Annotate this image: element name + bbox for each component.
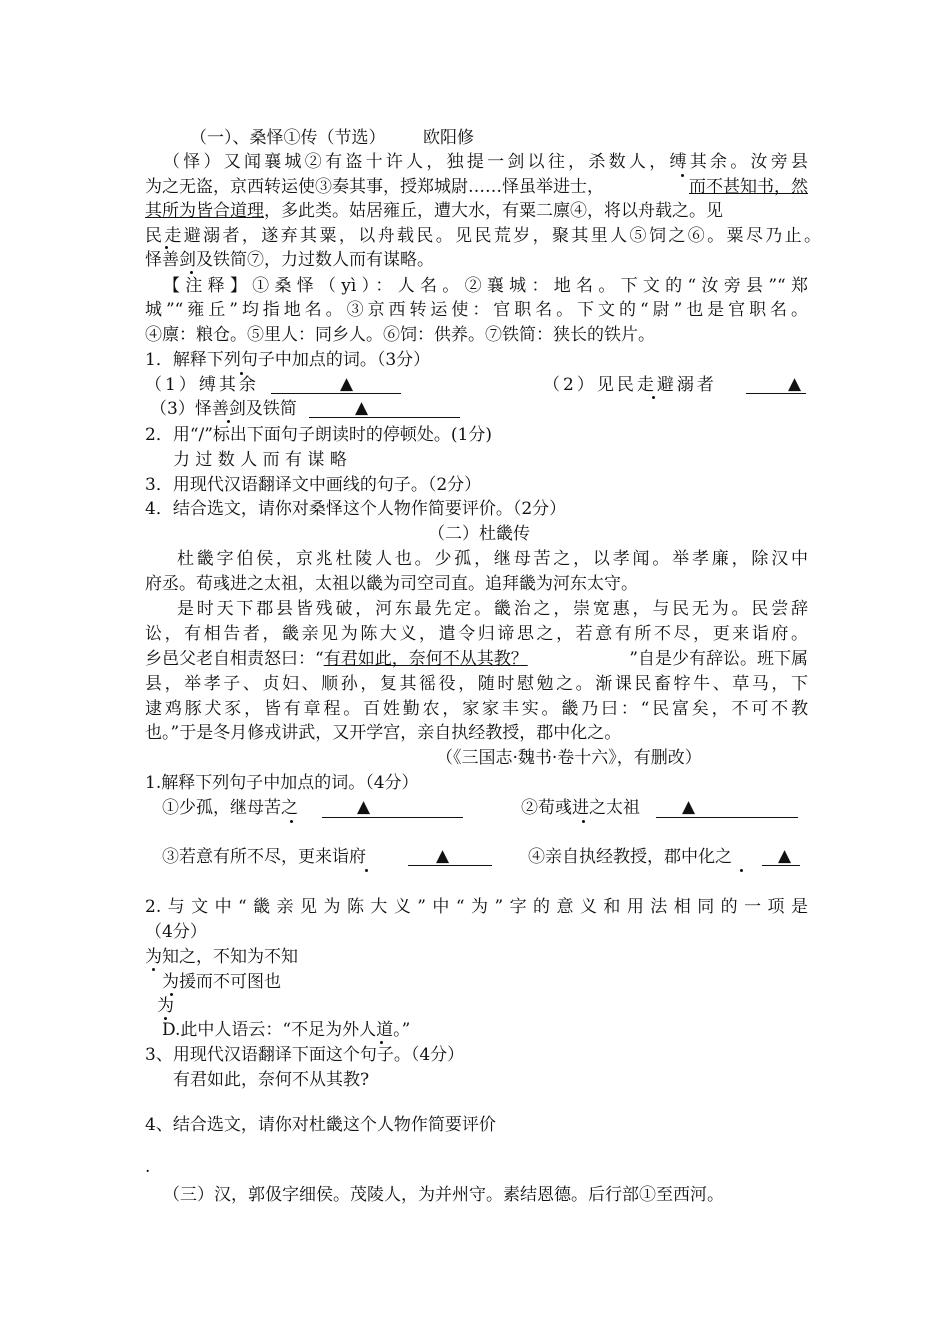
passage-line: 县，举孝子、贞妇、顺孙，复其徭役，随时慰勉之。渐课民畜牸牛、草马，下	[145, 674, 808, 694]
option-d: D.此中人语云：“不足为外人道。”	[162, 1020, 411, 1040]
sub-question: （2）见民走避溺者	[543, 375, 717, 395]
emphasis-dot	[164, 1017, 167, 1020]
passage-line: 怿善剑及铁简⑦，力过数人而有谋略。	[145, 250, 434, 270]
sub-question: ②荀彧进之太祖	[521, 798, 640, 818]
sub-question: ①少孤，继母苦之	[162, 798, 298, 818]
translate-sentence: 有君如此，奈何不从其教?	[173, 1070, 370, 1090]
underlined-sentence: 其所为皆合道理	[145, 201, 264, 221]
stray-dot: .	[145, 1157, 151, 1177]
emphasis-dot	[740, 869, 743, 872]
question: 2．用“/”标出下面句子朗读时的停顿处。(1分)	[145, 425, 493, 445]
answer-blank[interactable]	[408, 865, 492, 866]
answer-marker: ▲	[778, 846, 792, 866]
emphasis-dot	[190, 271, 193, 274]
question: 4．结合选文，请你对桑怿这个人物作简要评价。（2分）	[145, 499, 567, 519]
option-a: 为知之，不知为不知	[145, 947, 298, 967]
question: 3、用现代汉语翻译下面这个句子。（4分）	[145, 1045, 465, 1065]
sub-question: ③若意有所不尽，更来诣府	[162, 847, 366, 867]
sub-question: ④亲自执经教授，郡中化之	[528, 847, 732, 867]
question: 1.解释下列句子中加点的词。（4分）	[145, 773, 419, 793]
emphasis-dot	[681, 174, 684, 177]
passage-line: 讼，有相告者，畿亲见为陈大义，遣令归谛思之，若意有所不尽，更来诣府。	[145, 624, 808, 644]
annotation-line: 【注释】①桑怿（yì）：人名。②襄城：地名。下文的“汝旁县”“郑	[163, 276, 808, 296]
emphasis-dot	[365, 869, 368, 872]
underlined-sentence: 有君如此，奈何不从其教？	[323, 649, 528, 669]
question: 2.与文中“畿亲见为陈大义”中“为”字的意义和用法相同的一项是	[145, 897, 808, 917]
question-points: （4分）	[145, 922, 207, 942]
section-title: （二）杜畿传	[428, 524, 530, 544]
answer-blank[interactable]	[656, 817, 798, 818]
author: 欧阳修	[423, 128, 474, 148]
passage-line: 是时天下郡县皆残破，河东最先定。畿治之，崇宽惠，与民无为。民尝辞	[177, 599, 808, 619]
answer-marker: ▲	[682, 797, 696, 817]
answer-marker: ▲	[340, 374, 354, 394]
emphasis-dot	[165, 246, 168, 249]
passage-line: 逮鸡豚犬豕，皆有章程。百姓勤农，家家丰实。畿乃曰：“民富矣，不可不教	[145, 699, 808, 719]
option-c: 为	[157, 996, 174, 1016]
question: 1．解释下列句子中加点的词。（3分）	[145, 350, 431, 370]
emphasis-dot	[170, 993, 173, 996]
emphasis-dot	[582, 820, 585, 823]
passage-line: 也。”于是冬月修戎讲武，又开学宫，亲自执经教授，郡中化之。	[145, 723, 622, 743]
passage-line: （怿）又闻襄城②有盗十许人，独提一剑以往，杀数人，缚其余。汝旁县	[163, 152, 808, 172]
emphasis-dot	[240, 372, 243, 375]
sub-question: （3）怿善剑及铁简	[150, 399, 297, 419]
answer-marker: ▲	[355, 398, 369, 418]
answer-marker: ▲	[436, 846, 450, 866]
annotation-line: ④廪：粮仓。⑤里人：同乡人。⑥饲：供养。⑦铁简：狭长的铁片。	[145, 325, 655, 345]
passage-line: 府丞。荀彧进之太祖，太祖以畿为司空司直。追拜畿为河东太守。	[145, 574, 638, 594]
underlined-sentence: 而不甚知书，然	[689, 177, 808, 197]
answer-blank[interactable]	[309, 417, 460, 418]
section-title: （一）、桑怿①传（节选）	[190, 128, 386, 148]
annotation-line: 城”“雍丘”均指地名。③京西转运使：官职名。下文的“尉”也是官职名。	[145, 300, 808, 320]
sub-question: （1）缚其余	[145, 375, 259, 395]
question: 4、结合选文，请你对杜畿这个人物作简要评价	[145, 1115, 496, 1135]
pause-sentence: 力 过 数 人 而 有 谋 略	[173, 450, 347, 470]
answer-blank[interactable]	[271, 393, 401, 394]
passage-line: 其所为皆合道理，多此类。姑居雍丘，遭大水，有粟二廪④，将以舟载之。见	[145, 201, 723, 221]
answer-marker: ▲	[788, 374, 802, 394]
answer-blank[interactable]	[322, 817, 463, 818]
emphasis-dot	[652, 396, 655, 399]
source-citation: （《三国志·魏书·卷十六》，有删改）	[436, 748, 702, 768]
option-b: 为援而不可图也	[162, 972, 281, 992]
passage-line: 杜畿字伯侯，京兆杜陵人也。少孤，继母苦之，以孝闻。举孝廉，除汉中	[177, 549, 808, 569]
emphasis-dot	[290, 820, 293, 823]
emphasis-dot	[227, 420, 230, 423]
emphasis-dot	[152, 968, 155, 971]
passage-line: 乡邑父老自相责怒曰：“ 有君如此，奈何不从其教？ ”自是少有辞讼。班下属	[145, 649, 808, 669]
answer-marker: ▲	[357, 797, 371, 817]
passage-line: （三）汉，郭伋字细侯。茂陵人，为并州守。素结恩德。后行部①至西河。	[163, 1185, 724, 1205]
passage-line: 为之无盗，京西转运使③奏其事，授郑城尉……怿虽举进士， 而不甚知书，然	[145, 177, 808, 197]
question: 3．用现代汉语翻译文中画线的句子。（2分）	[145, 475, 482, 495]
passage-line: 民走避溺者，遂弃其粟，以舟载民。见民荒岁，聚其里人⑤饲之⑥。粟尽乃止。	[145, 226, 821, 246]
